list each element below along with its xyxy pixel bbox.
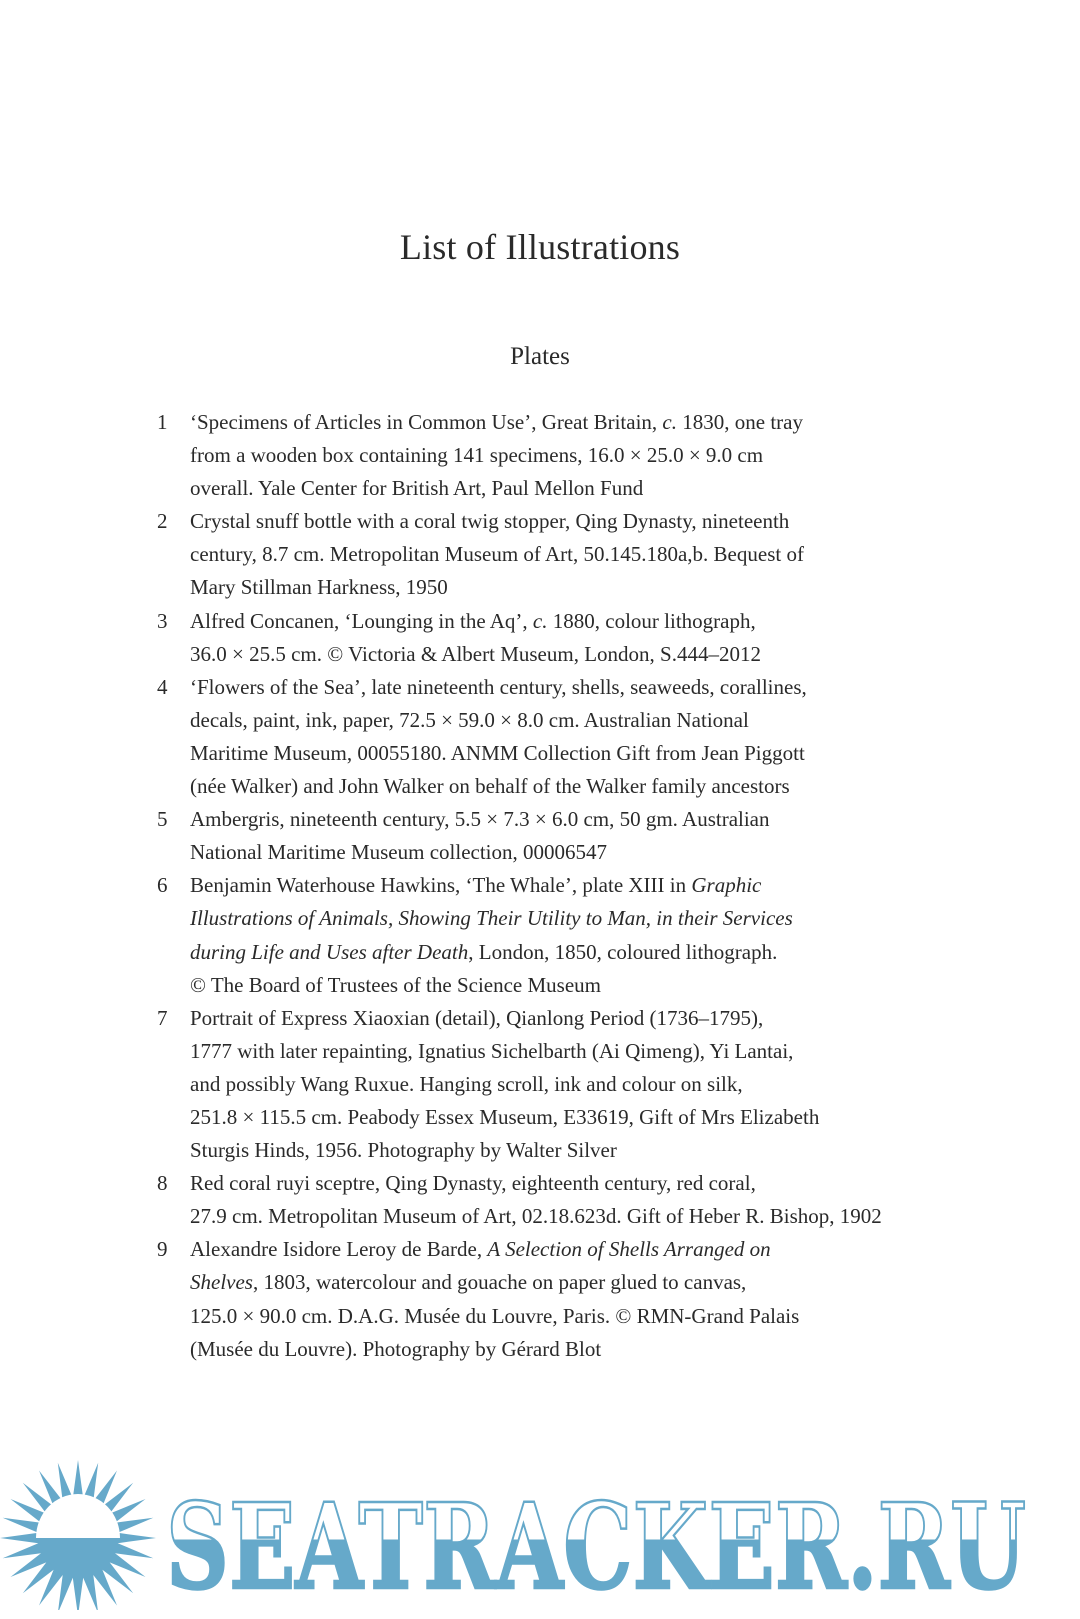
caption-text: ‘Specimens of Articles in Common Use’, Great Britain,	[190, 410, 663, 434]
caption-text: 36.0 × 25.5 cm. © Victoria & Albert Museum, London, S.444–2012	[190, 641, 761, 666]
caption-text: Benjamin Waterhouse Hawkins, ‘The Whale’, plate XIII in	[190, 873, 692, 898]
section-heading: Plates	[510, 343, 570, 370]
caption-text: , 1803, watercolour and gouache on paper glued to canvas,	[252, 1270, 747, 1295]
caption-text: © The Board of Trustees of the Science Museum	[190, 972, 602, 997]
caption-line	[190, 1266, 1080, 1299]
list-item	[0, 1233, 1080, 1365]
list-item	[0, 869, 1080, 1001]
caption-text: 1777 with later repainting, Ignatius Sichelbarth (Ai Qimeng), Yi Lantai,	[190, 1038, 794, 1063]
caption-text: 27.9 cm. Metropolitan Museum of Art, 02.18.623d. Gift of Heber R. Bishop, 1902	[190, 1204, 882, 1229]
plate-number: 2	[157, 509, 168, 534]
caption-line	[190, 1002, 1080, 1035]
caption-text: century, 8.7 cm. Metropolitan Museum of Art, 50.145.180a,b. Bequest of	[190, 542, 804, 567]
plate-number: 1	[157, 410, 168, 434]
list-item	[0, 505, 1080, 604]
plate-number: 4	[157, 674, 168, 699]
caption-line	[190, 605, 1080, 638]
caption-italic: c.	[532, 608, 548, 633]
caption-text: Alfred Concanen, ‘Lounging in the Aq’,	[190, 608, 533, 633]
caption-text: Alexandre Isidore Leroy de Barde,	[190, 1237, 488, 1262]
plate-number: 8	[157, 1171, 168, 1196]
caption-line	[190, 704, 1080, 737]
caption-italic: Graphic	[691, 873, 762, 898]
caption-line	[190, 1200, 1080, 1233]
caption-text: 251.8 × 115.5 cm. Peabody Essex Museum, E33619, Gift of Mrs Elizabeth	[190, 1104, 820, 1129]
caption-text: Ambergris, nineteenth century, 5.5 × 7.3 × 6.0 cm, 50 gm. Australian	[190, 807, 770, 832]
caption-line	[190, 737, 1080, 770]
plate-number: 5	[157, 807, 168, 832]
caption-text: , London, 1850, coloured lithograph.	[468, 939, 778, 964]
caption-line	[190, 1233, 1080, 1266]
caption-text: 1830, one tray	[677, 410, 803, 434]
list-item	[0, 1002, 1080, 1167]
caption-text: Sturgis Hinds, 1956. Photography by Walter Silver	[190, 1138, 617, 1163]
caption-italic: c.	[662, 410, 677, 434]
caption-line	[190, 902, 1080, 935]
caption-line	[190, 1068, 1080, 1101]
caption-line	[190, 1333, 1080, 1366]
caption-text: Portrait of Express Xiaoxian (detail), Qianlong Period (1736–1795),	[190, 1005, 764, 1030]
caption-line	[190, 671, 1080, 704]
caption-line	[190, 969, 1080, 1002]
caption-line	[190, 1300, 1080, 1333]
page-title: List of Illustrations	[399, 227, 681, 267]
caption-line	[190, 1134, 1080, 1167]
plate-number: 3	[157, 608, 168, 633]
caption-text: decals, paint, ink, paper, 72.5 × 59.0 × 8.0 cm. Australian National	[190, 707, 749, 732]
list-item	[0, 605, 1080, 671]
caption-text: Red coral ruyi sceptre, Qing Dynasty, eighteenth century, red coral,	[190, 1171, 756, 1196]
caption-text: 125.0 × 90.0 cm. D.A.G. Musée du Louvre, Paris. © RMN-Grand Palais	[190, 1303, 800, 1328]
caption-text: National Maritime Museum collection, 00006547	[190, 840, 608, 865]
caption-italic: Shelves	[190, 1270, 253, 1295]
list-item	[0, 671, 1080, 803]
caption-line	[190, 538, 1080, 571]
sun-icon	[0, 1460, 156, 1610]
caption-line	[190, 770, 1080, 803]
caption-text: 1880, colour lithograph,	[547, 608, 756, 633]
plate-number: 7	[157, 1005, 168, 1030]
caption-line	[190, 803, 1080, 836]
caption-text: ‘Flowers of the Sea’, late nineteenth century, shells, seaweeds, corallines,	[190, 674, 807, 699]
caption-line	[190, 406, 1080, 439]
watermark	[0, 1460, 1080, 1610]
caption-text: overall. Yale Center for British Art, Paul Mellon Fund	[190, 476, 644, 501]
caption-line	[190, 869, 1080, 902]
list-item	[0, 1167, 1080, 1233]
caption-text: (née Walker) and John Walker on behalf of the Walker family ancestors	[190, 774, 790, 799]
caption-line	[190, 439, 1080, 472]
list-item	[0, 406, 1080, 505]
caption-line	[190, 936, 1080, 969]
caption-line	[190, 505, 1080, 538]
caption-text: (Musée du Louvre). Photography by Gérard Blot	[190, 1336, 602, 1361]
caption-line	[190, 472, 1080, 505]
caption-text: Crystal snuff bottle with a coral twig stopper, Qing Dynasty, nineteenth	[190, 509, 790, 534]
caption-line	[190, 1167, 1080, 1200]
watermark-text: SEATRACKER.RU	[166, 1477, 1026, 1610]
caption-italic: during Life and Uses after Death	[190, 939, 469, 964]
list-item	[0, 803, 1080, 869]
plate-number: 6	[157, 873, 168, 898]
caption-italic: Illustrations of Animals, Showing Their Utility to Man, in their Services	[190, 906, 793, 931]
plate-number: 9	[157, 1237, 168, 1262]
caption-line	[190, 1035, 1080, 1068]
caption-text: and possibly Wang Ruxue. Hanging scroll, ink and colour on silk,	[190, 1071, 743, 1096]
caption-text: from a wooden box containing 141 specimens, 16.0 × 25.0 × 9.0 cm	[190, 443, 764, 468]
illustrations-list	[0, 406, 1080, 1366]
caption-line	[190, 638, 1080, 671]
caption-line	[190, 1101, 1080, 1134]
caption-italic: A Selection of Shells Arranged on	[487, 1237, 771, 1262]
caption-text: Mary Stillman Harkness, 1950	[190, 575, 448, 600]
caption-text: Maritime Museum, 00055180. ANMM Collection Gift from Jean Piggott	[190, 740, 805, 765]
caption-line	[190, 571, 1080, 604]
caption-line	[190, 836, 1080, 869]
